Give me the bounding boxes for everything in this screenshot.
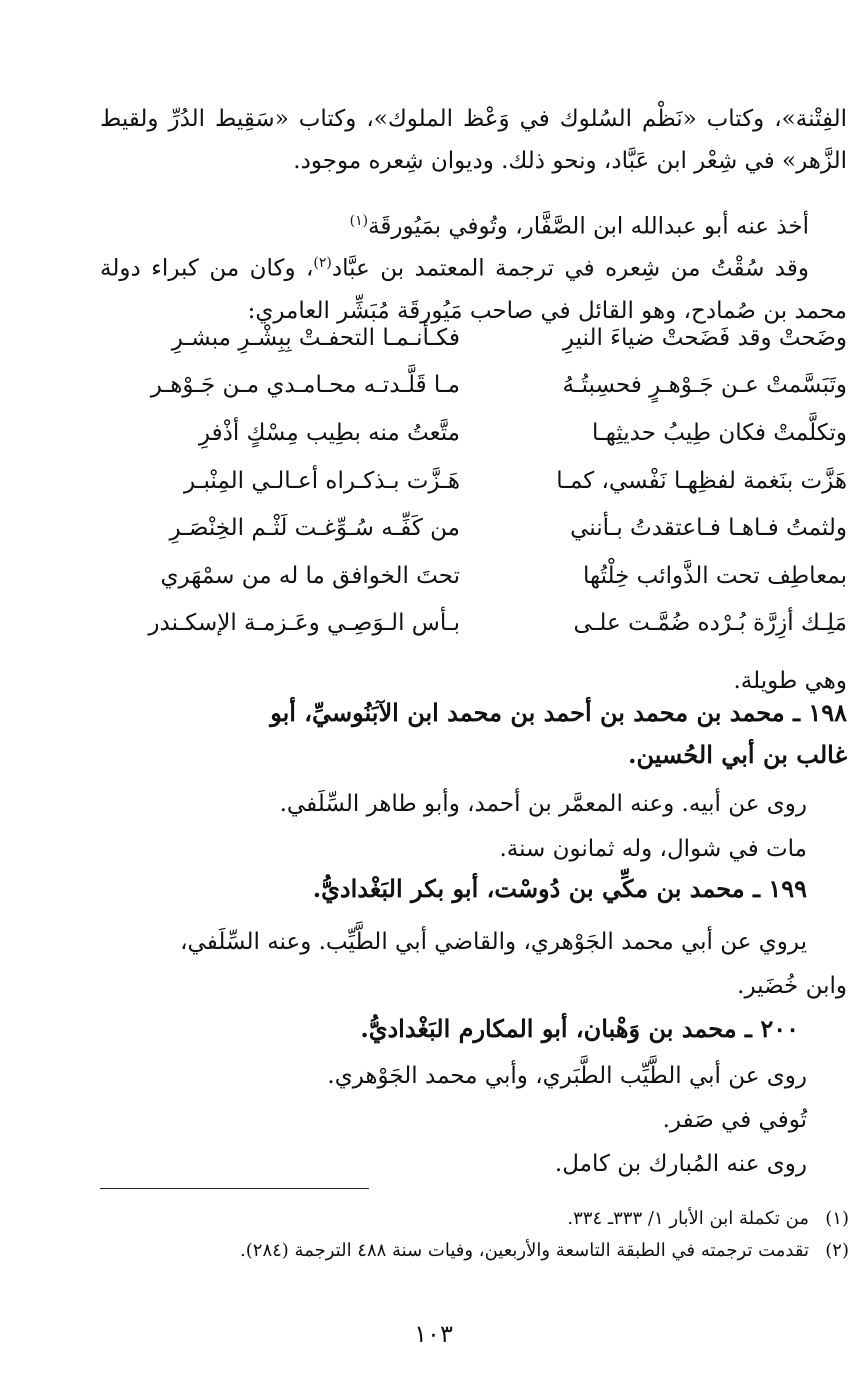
entry-198-heading-line2: غالب بن أبي الحُسين. (628, 740, 847, 769)
paragraph-works: الفِتْنة»، وكتاب «نَظْم السُلوك في وَعْظ الملوك»، وكتاب «سَقِيط الدُرِّ ولقيط الزَّهر» في شِعْر ابن عَبَّاد، ونحو ذلك. وديوان شِعره موجود. (100, 106, 847, 174)
footnote-separator (100, 1188, 369, 1189)
entry-198-line: روى عن أبيه. وعنه المعمَّر بن أحمد، وأبو طاهر السِّلَفي. (279, 791, 807, 817)
paragraph-poetry-intro-b: ، وكان من كبراء دولة محمد بن صُمادح، وهو القائل في صاحب مَيُورقَة مُبَشِّر العامري: (100, 255, 847, 324)
verse-first-hemistich: هَزَّت بنَغمة لفظِهـا نَفْسي، كمـا (556, 468, 847, 494)
verse-second-hemistich: متَّعتُ منه بطِيب مِسْكٍ أذْفرِ (198, 420, 460, 446)
poem-verse (100, 420, 847, 462)
footnote-2-text: تقدمت ترجمته في الطبقة التاسعة والأربعين، وفيات سنة ٤٨٨ الترجمة (٢٨٤). (240, 1240, 809, 1261)
poem-verse (100, 610, 847, 652)
footnote-2-number: (٢) (825, 1240, 849, 1261)
entry-200-line: روى عن أبي الطَّيِّب الطَّبَري، وأبي محمد الجَوْهري. (327, 1063, 807, 1089)
verse-first-hemistich: وتَبَسَّمتْ عـن جَـوْهـرٍ فحسِبتُـهُ (562, 372, 847, 398)
footnote-ref-2[interactable]: (٢) (313, 255, 332, 271)
paragraph-poetry-intro (100, 242, 847, 322)
verse-second-hemistich: تحتَ الخوافق ما له من سمْهَري (160, 563, 460, 589)
poem-verse (100, 515, 847, 557)
poem-verse (100, 468, 847, 510)
verse-second-hemistich: من كَفِّـه سُـوِّغـت لَثْـم الخِنْصَـرِ (169, 515, 460, 541)
verse-second-hemistich: فكـأنـمـا التحفـتْ بِبِشْـرِ مبشـرِ (171, 325, 460, 351)
poem-verse (100, 372, 847, 414)
footnote-ref-1[interactable]: (١) (349, 213, 369, 229)
page-number: ١٠٣ (414, 1320, 453, 1348)
entry-200-line: تُوفي في صَفر. (662, 1107, 807, 1133)
entry-199-line: وابن خُضَير. (737, 973, 847, 999)
poem (100, 325, 847, 665)
entry-200-heading: ٢٠٠ ـ محمد بن وَهْبان، أبو المكارم البَغْداديُّ. (360, 1014, 799, 1043)
verse-second-hemistich: مـا قَلَّـدتـه محـامـدي مـن جَـوْهـر (150, 372, 460, 398)
entry-198-line: مات في شوال، وله ثمانون سنة. (499, 836, 807, 862)
footnote-1-number: (١) (825, 1208, 849, 1229)
entry-198-heading (100, 692, 847, 776)
entry-199-heading: ١٩٩ ـ محمد بن مكِّي بن دُوسْت، أبو بكر البَغْداديُّ. (312, 874, 807, 903)
paragraph-death (100, 200, 847, 240)
poem-verse (100, 325, 847, 367)
verse-first-hemistich: وتكلَّمتْ فكان طِيبُ حديثِهـا (591, 420, 847, 446)
poem-verse (100, 563, 847, 605)
entry-199-line: يروي عن أبي محمد الجَوْهري، والقاضي أبي الطَّيِّب. وعنه السِّلَفي، (180, 929, 807, 955)
verse-second-hemistich: هَـزَّت بـذكـراه أعـالـي المِنْبـر (184, 468, 460, 494)
entry-198-heading-line1: ١٩٨ ـ محمد بن محمد بن أحمد بن محمد ابن الآبَنُوسيِّ، أبو (270, 698, 847, 727)
verse-second-hemistich: بـأس الـوَصِـي وعَـزمـة الإسكـندر (148, 610, 460, 636)
verse-first-hemistich: ولثمتُ فـاهـا فـاعتقدتُ بـأنني (570, 515, 847, 541)
verse-first-hemistich: بمعاطِف تحت الذَّوائب خِلْتُها (582, 563, 847, 589)
poem-closing-note: وهي طويلة. (733, 668, 847, 694)
footnote-1 (567, 1208, 849, 1229)
paragraph-poetry-intro-a: وقد سُقْتُ من شِعره في ترجمة المعتمد بن عبَّاد (331, 255, 809, 282)
entry-200-line: روى عنه المُبارك بن كامل. (554, 1151, 807, 1177)
verse-first-hemistich: مَلِـك أزِرَّة بُـرْده ضُمَّـت علـى (573, 610, 847, 636)
verse-first-hemistich: وضَحتْ وقد فَضَحتْ ضياءَ النيرِ (562, 325, 847, 351)
footnote-1-text: من تكملة ابن الأبار ١/ ٣٣٣ـ ٣٣٤. (567, 1208, 809, 1229)
paragraph-death-text: أخذ عنه أبو عبدالله ابن الصَّفَّار، وتُوفي بمَيُورقَة (368, 213, 809, 240)
footnote-2 (240, 1240, 849, 1261)
